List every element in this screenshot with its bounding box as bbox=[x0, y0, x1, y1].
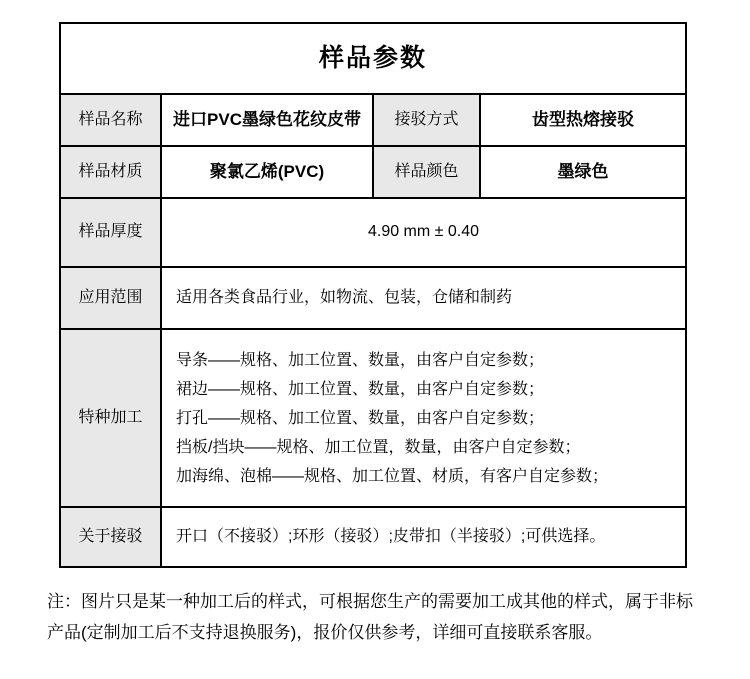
footer-note bbox=[47, 586, 719, 648]
label-sample-thickness: 样品厚度 bbox=[61, 199, 162, 268]
label-sample-material: 样品材质 bbox=[61, 147, 162, 199]
footer-note-line1: 注：图片只是某一种加工后的样式，可根据您生产的需要加工成其他的样式，属于非标 bbox=[47, 592, 693, 611]
table-title: 样品参数 bbox=[61, 24, 685, 95]
label-about-joint: 关于接驳 bbox=[61, 508, 162, 566]
label-special-processing: 特种加工 bbox=[61, 330, 162, 508]
value-special-processing bbox=[162, 330, 685, 508]
special-processing-line: 打孔——规格、加工位置、数量，由客户自定参数； bbox=[176, 409, 545, 427]
label-sample-color: 样品颜色 bbox=[374, 147, 481, 199]
label-joint-method: 接驳方式 bbox=[374, 95, 481, 147]
value-joint-method: 齿型热熔接驳 bbox=[481, 95, 685, 147]
value-sample-material: 聚氯乙烯(PVC) bbox=[162, 147, 374, 199]
special-processing-line: 加海绵、泡棉——规格、加工位置、材质，有客户自定参数； bbox=[176, 467, 609, 485]
label-application-range: 应用范围 bbox=[61, 268, 162, 330]
special-processing-line: 裙边——规格、加工位置、数量，由客户自定参数； bbox=[176, 380, 545, 398]
value-sample-thickness: 4.90 mm ± 0.40 bbox=[162, 199, 685, 268]
special-processing-line: 导条——规格、加工位置、数量，由客户自定参数； bbox=[176, 351, 545, 369]
value-sample-name: 进口PVC墨绿色花纹皮带 bbox=[162, 95, 374, 147]
value-sample-color: 墨绿色 bbox=[481, 147, 685, 199]
label-sample-name: 样品名称 bbox=[61, 95, 162, 147]
special-processing-line: 挡板/挡块——规格、加工位置，数量，由客户自定参数； bbox=[176, 438, 581, 456]
footer-note-line2: 产品(定制加工后不支持退换服务)，报价仅供参考，详细可直接联系客服。 bbox=[47, 623, 603, 642]
value-about-joint: 开口（不接驳）;环形（接驳）;皮带扣（半接驳）;可供选择。 bbox=[176, 527, 606, 545]
value-application-range: 适用各类食品行业，如物流、包装，仓储和制药 bbox=[162, 268, 685, 330]
spec-table bbox=[59, 22, 687, 568]
